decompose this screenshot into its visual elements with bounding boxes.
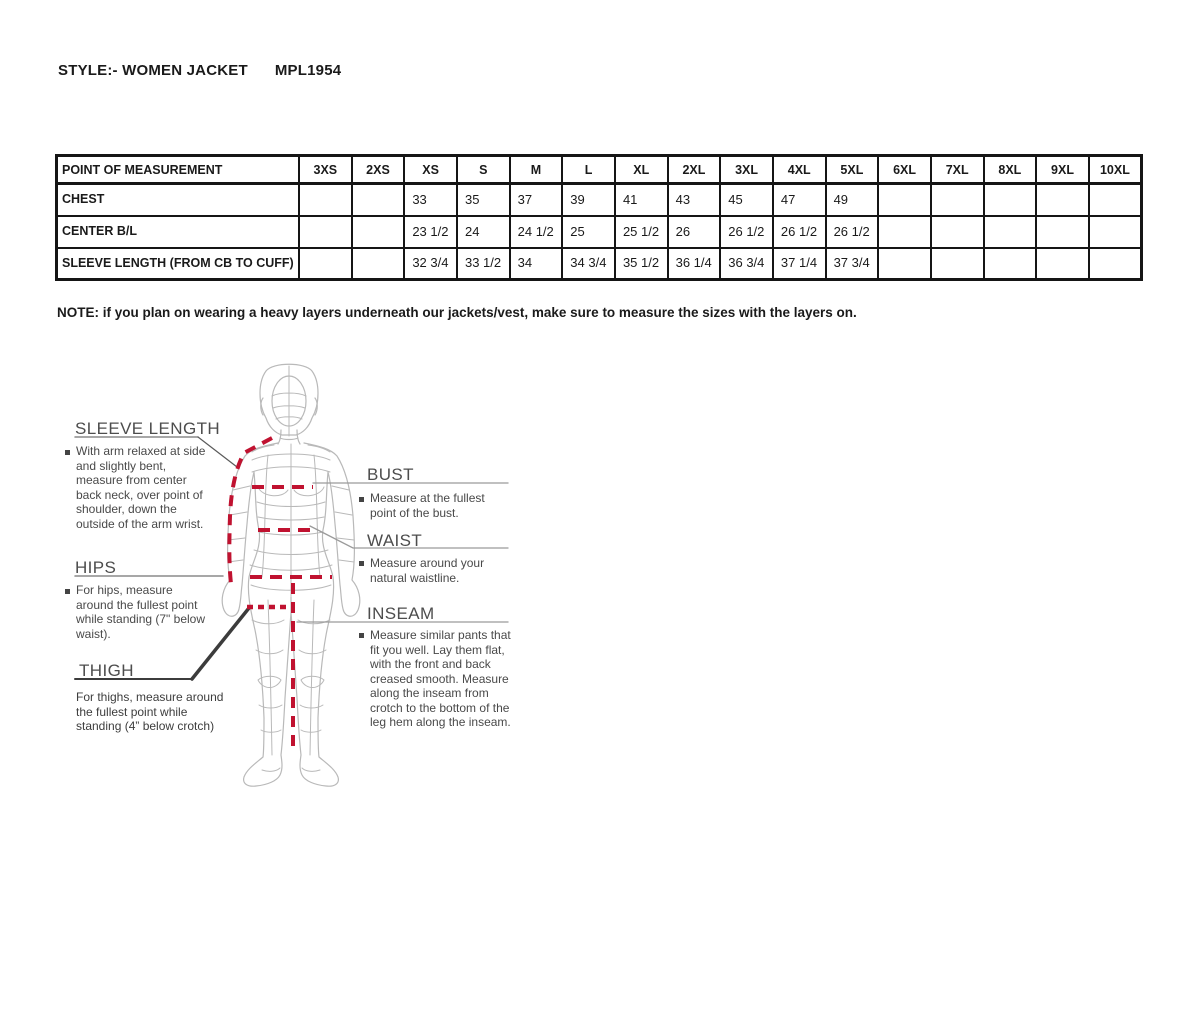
bullet-square-icon: [65, 450, 70, 455]
bullet-square-icon: [359, 633, 364, 638]
thigh-title: THIGH: [79, 661, 134, 680]
measurement-cell: 36 3/4: [720, 248, 773, 280]
measurement-cell: 33 1/2: [457, 248, 510, 280]
measurement-cell: 35: [457, 184, 510, 216]
measurement-cell: 37 3/4: [826, 248, 879, 280]
inseam-title: INSEAM: [367, 604, 435, 623]
measurement-cell: 37 1/4: [773, 248, 826, 280]
table-header-size-10xl: 10XL: [1089, 156, 1142, 184]
measurement-cell: 41: [615, 184, 668, 216]
measurement-cell: 34 3/4: [562, 248, 615, 280]
measurement-cell: 23 1/2: [404, 216, 457, 248]
hips-description: For hips, measure around the fullest point while standing (7" below waist).: [76, 583, 205, 641]
style-code: MPL1954: [274, 62, 342, 79]
table-header-size-xl: XL: [615, 156, 668, 184]
row-label: SLEEVE LENGTH (FROM CB TO CUFF): [57, 248, 300, 280]
measurement-cell: 25 1/2: [615, 216, 668, 248]
table-header-size-3xs: 3XS: [299, 156, 352, 184]
style-label: STYLE:- WOMEN JACKET: [58, 62, 248, 79]
measurement-cell: 47: [773, 184, 826, 216]
bullet-square-icon: [359, 561, 364, 566]
bullet-square-icon: [65, 589, 70, 594]
note-text: NOTE: if you plan on wearing a heavy layers underneath our jackets/vest, make sure to measure the sizes with the layers on.: [57, 305, 857, 320]
table-header-size-5xl: 5XL: [826, 156, 879, 184]
sleeve-length-title: SLEEVE LENGTH: [75, 419, 221, 438]
measurement-cell: 43: [668, 184, 721, 216]
thigh-description: For thighs, measure around the fullest point while standing (4” below crotch): [76, 690, 224, 733]
sleeve-length-description: With arm relaxed at side and slightly bent, measure from center back neck, over point of shoulder, down the outside of the arm wrist.: [76, 444, 206, 531]
table-header-size-8xl: 8XL: [984, 156, 1037, 184]
measurement-cell: 36 1/4: [668, 248, 721, 280]
measurement-cell: 32 3/4: [404, 248, 457, 280]
bust-description: Measure at the fullest point of the bust.: [370, 491, 485, 520]
table-header-size-2xs: 2XS: [352, 156, 405, 184]
table-header-size-9xl: 9XL: [1036, 156, 1089, 184]
measurement-cell: 35 1/2: [615, 248, 668, 280]
table-header-size-7xl: 7XL: [931, 156, 984, 184]
bullet-square-icon: [359, 497, 364, 502]
measurement-cell: 24 1/2: [510, 216, 563, 248]
table-header-size-6xl: 6XL: [878, 156, 931, 184]
table-header-size-2xl: 2XL: [668, 156, 721, 184]
table-header-size-m: M: [510, 156, 563, 184]
measurement-cell: 49: [826, 184, 879, 216]
table-header-size-3xl: 3XL: [720, 156, 773, 184]
measurement-cell: 25: [562, 216, 615, 248]
inseam-description: Measure similar pants that fit you well. Lay them flat, with the front and back creased smooth. Measure along the inseam from crotch to the bottom of the leg hem along the inseam.: [370, 628, 511, 729]
table-header-size-xs: XS: [404, 156, 457, 184]
measurement-cell: 39: [562, 184, 615, 216]
table-header-size-s: S: [457, 156, 510, 184]
measurement-cell: 26 1/2: [773, 216, 826, 248]
row-label: CENTER B/L: [57, 216, 300, 248]
table-header-point-of-measurement: POINT OF MEASUREMENT: [57, 156, 300, 184]
measurement-cell: 24: [457, 216, 510, 248]
measurement-cell: 45: [720, 184, 773, 216]
waist-title: WAIST: [367, 531, 423, 550]
measurement-cell: 33: [404, 184, 457, 216]
measurement-cell: 26: [668, 216, 721, 248]
table-header-size-l: L: [562, 156, 615, 184]
measurement-cell: 26 1/2: [720, 216, 773, 248]
measurement-cell: 34: [510, 248, 563, 280]
waist-description: Measure around your natural waistline.: [370, 556, 485, 585]
row-label: CHEST: [57, 184, 300, 216]
measurement-lines: [229, 438, 332, 750]
table-header-size-4xl: 4XL: [773, 156, 826, 184]
measurement-cell: 26 1/2: [826, 216, 879, 248]
hips-title: HIPS: [75, 558, 117, 577]
measurement-cell: 37: [510, 184, 563, 216]
bust-title: BUST: [367, 465, 414, 484]
